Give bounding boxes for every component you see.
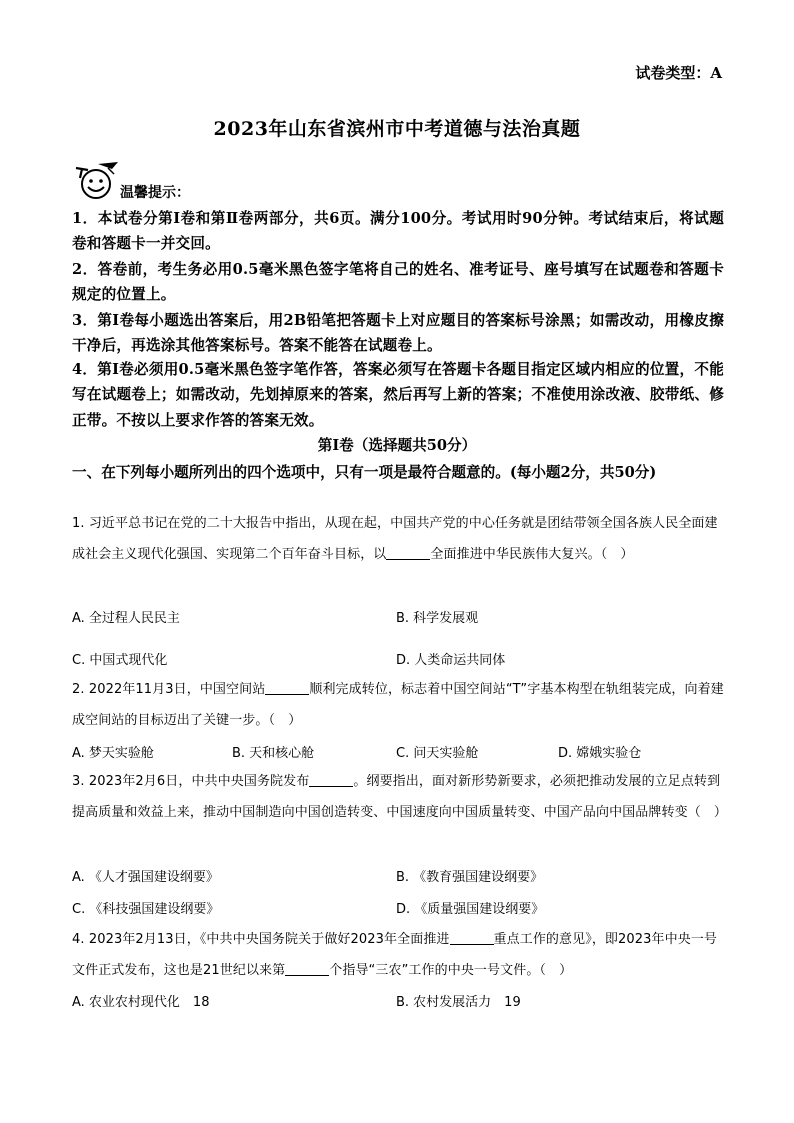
notice-text: 4．第Ⅰ卷必须用0.5毫米黑色签字笔作答，答案必须写在答题卡各题目指定区域内相应的位置，不能写在试题卷上；如需改动，先划掉原来的答案，然后再写上新的答案；不准使用涂改液、胶带纸、修正带。不按以上要求作答的答案无效。 xyxy=(72,361,724,429)
option-d[interactable]: D. 人类命运共同体 xyxy=(396,653,506,668)
option-d[interactable]: D. 《质量强国建设纲要》 xyxy=(396,902,545,917)
option-a[interactable]: A. 梦天实验舱 xyxy=(72,746,154,761)
option-c[interactable]: C. 中国式现代化 xyxy=(72,653,168,668)
notice-item-3 xyxy=(72,308,724,359)
question-stem xyxy=(72,508,724,570)
stem-text: 2. 2022年11月3日，中国空间站 xyxy=(72,682,266,697)
answer-blank xyxy=(386,545,430,560)
part-instructions: 一、在下列每小题所列出的四个选项中，只有一项是最符合题意的。(每小题2分，共50分) xyxy=(72,464,657,481)
stem-text: 全面推进中华民族伟大复兴。（ ） xyxy=(430,547,634,562)
tips-label: 温馨提示： xyxy=(120,185,190,201)
stem-text: 。纲要指出，面对新形势新要求，必须把推动发展的立足点转到提高质量和效益上来，推动中国制造向中国创造转变、中国速度向中国质量转变、中国产品向中国品牌转变（ ） xyxy=(72,774,728,820)
notice-text: 3．第Ⅰ卷每小题选出答案后，用2B铅笔把答题卡上对应题目的答案标号涂黑；如需改动，用橡皮擦干净后，再选涂其他答案标号。答案不能答在试题卷上。 xyxy=(72,312,724,355)
question-1 xyxy=(72,508,724,570)
stem-text: 4. 2023年2月13日，《中共中央国务院关于做好2023年全面推进 xyxy=(72,932,450,947)
stem-text: 1. 习近平总书记在党的二十大报告中指出，从现在起，中国共产党的中心任务就是团结带领全国各族人民全面建成社会主义现代化强国、实现第二个百年奋斗目标，以 xyxy=(72,516,718,562)
notice-item-2 xyxy=(72,257,724,308)
question-stem xyxy=(72,924,724,986)
option-b[interactable]: B. 农村发展活力 19 xyxy=(396,995,521,1010)
question-stem xyxy=(72,674,724,736)
option-c[interactable]: C. 《科技强国建设纲要》 xyxy=(72,902,220,917)
answer-blank xyxy=(309,772,353,787)
option-a[interactable]: A. 农业农村现代化 18 xyxy=(72,995,210,1010)
stem-text: 顺利完成转位，标志着中国空间站“T”字基本构型在轨组装完成，向着建成空间站的目标迈出了关键一步。（ ） xyxy=(72,682,724,728)
tips-header xyxy=(74,160,214,200)
stem-text: 个指导“三农”工作的中央一号文件。（ ） xyxy=(329,963,573,978)
option-b[interactable]: B. 科学发展观 xyxy=(396,611,479,626)
page-title: 2023年山东省滨州市中考道德与法治真题 xyxy=(213,118,581,140)
question-3 xyxy=(72,766,728,828)
stem-text: 重点工作的意见》，即2023年中央一号文件正式发布，这也是21世纪以来第 xyxy=(72,932,718,978)
stem-text: 3. 2023年2月6日，中共中央国务院发布 xyxy=(72,774,310,789)
answer-blank xyxy=(450,930,494,945)
smiley-face-icon xyxy=(74,160,120,202)
answer-blank xyxy=(285,961,329,976)
paper-type-label: 试卷类型：A xyxy=(635,64,722,82)
option-d[interactable]: D. 嫦娥实验仓 xyxy=(558,746,642,761)
notice-item-1 xyxy=(72,206,724,257)
option-a[interactable]: A. 全过程人民民主 xyxy=(72,611,180,626)
section-title: 第Ⅰ卷（选择题共50分） xyxy=(317,437,477,454)
option-b[interactable]: B. 《教育强国建设纲要》 xyxy=(396,870,544,885)
question-stem xyxy=(72,766,728,828)
notice-item-4 xyxy=(72,357,724,433)
answer-blank xyxy=(265,680,309,695)
question-4 xyxy=(72,924,724,986)
option-b[interactable]: B. 天和核心舱 xyxy=(232,746,315,761)
question-2 xyxy=(72,674,724,736)
option-c[interactable]: C. 问天实验舱 xyxy=(396,746,479,761)
option-a[interactable]: A. 《人才强国建设纲要》 xyxy=(72,870,219,885)
notice-text: 2．答卷前，考生务必用0.5毫米黑色签字笔将自己的姓名、准考证号、座号填写在试题卷和答题卡规定的位置上。 xyxy=(72,261,724,304)
notice-text: 1．本试卷分第Ⅰ卷和第Ⅱ卷两部分，共6页。满分100分。考试用时90分钟。考试结束后，将试题卷和答题卡一并交回。 xyxy=(72,210,724,253)
